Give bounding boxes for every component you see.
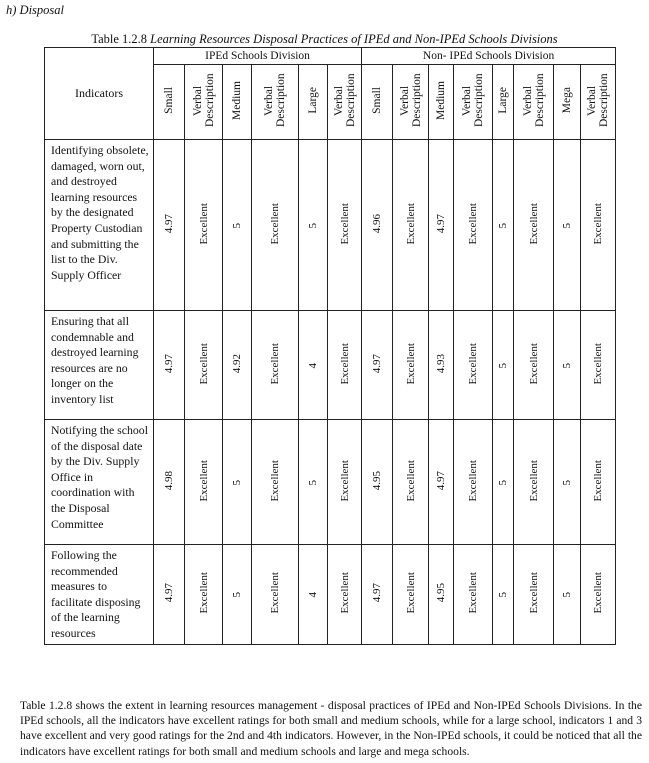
value-text: 4.95: [371, 470, 384, 491]
value-text: Excellent: [269, 342, 281, 385]
column-header-label: Mega: [561, 87, 574, 114]
value-text: Excellent: [592, 202, 605, 245]
column-header: [429, 65, 454, 140]
value-text: 4.97: [163, 353, 175, 374]
table-row: [45, 420, 616, 545]
value-text: 4.97: [371, 583, 384, 603]
indicator-cell: Following the recommended measures to facilitate disposing of the learning resources: [45, 545, 154, 645]
value-cell: [328, 311, 362, 420]
column-header-label: Medium: [435, 81, 448, 120]
value-text: 4.97: [371, 353, 384, 374]
column-header: [252, 65, 299, 140]
value-cell: [185, 420, 223, 545]
value-text: 5: [497, 591, 510, 598]
value-text: 5: [231, 222, 243, 228]
value-cell: [299, 420, 328, 545]
value-cell: [581, 140, 616, 311]
value-text: 4: [307, 362, 319, 368]
value-cell: [154, 420, 185, 545]
column-header: [154, 65, 185, 140]
value-cell: [554, 140, 581, 311]
value-text: Excellent: [338, 459, 351, 502]
group-header-non-iped: Non- IPEd Schools Division: [362, 48, 616, 65]
value-text: 4.97: [435, 213, 448, 234]
value-cell: [493, 545, 514, 645]
column-header: [185, 65, 223, 140]
caption-title: Learning Resources Disposal Practices of IPEd and Non-IPEd Schools Divisions: [150, 32, 558, 46]
table-row: [45, 140, 616, 311]
value-text: Excellent: [197, 342, 210, 385]
column-header: [454, 65, 493, 140]
value-text: 5: [497, 479, 510, 485]
value-cell: [454, 311, 493, 420]
value-text: Excellent: [527, 202, 540, 245]
value-text: Excellent: [197, 572, 210, 614]
value-text: 4.97: [163, 583, 175, 603]
value-text: Excellent: [338, 202, 351, 245]
value-text: 5: [307, 222, 319, 228]
value-cell: [362, 140, 393, 311]
column-header-label: Verbal Description: [461, 73, 486, 128]
value-text: Excellent: [467, 459, 480, 502]
value-cell: [154, 311, 185, 420]
value-text: Excellent: [527, 572, 540, 614]
value-cell: [185, 140, 223, 311]
value-text: Excellent: [338, 572, 351, 614]
value-cell: [328, 420, 362, 545]
value-text: 5: [561, 479, 574, 485]
column-header: [362, 65, 393, 140]
value-cell: [362, 311, 393, 420]
column-header-label: Verbal Description: [332, 73, 357, 128]
column-header-label: Small: [371, 87, 384, 114]
value-text: 5: [231, 591, 243, 598]
value-cell: [429, 140, 454, 311]
value-text: 4.96: [371, 213, 384, 234]
value-cell: [223, 140, 252, 311]
value-text: Excellent: [592, 459, 605, 502]
value-text: Excellent: [404, 342, 417, 385]
indicator-cell: Notifying the school of the disposal date by the Div. Supply Office in coordination with the Disposal Committee: [45, 420, 154, 545]
value-cell: [514, 545, 554, 645]
column-header-label: Verbal Description: [521, 73, 546, 128]
value-cell: [252, 545, 299, 645]
value-text: 5: [561, 591, 574, 598]
column-header: [554, 65, 581, 140]
value-cell: [493, 420, 514, 545]
value-cell: [299, 311, 328, 420]
column-header-label: Large: [307, 87, 319, 114]
value-text: 4: [307, 591, 319, 598]
value-text: Excellent: [197, 459, 210, 502]
group-header-iped: IPEd Schools Division: [154, 48, 362, 65]
column-header-label: Small: [163, 87, 175, 114]
value-cell: [328, 545, 362, 645]
value-text: 4.93: [435, 353, 448, 374]
value-cell: [429, 420, 454, 545]
table-body: [45, 140, 616, 645]
table-row: [45, 311, 616, 420]
value-cell: [393, 545, 429, 645]
column-header: [299, 65, 328, 140]
value-cell: [154, 140, 185, 311]
table-row: [45, 545, 616, 645]
indicator-cell: Identifying obsolete, damaged, worn out, and destroyed learning resources by the designated Property Custodian and submitting the list to the Div. Supply Officer: [45, 140, 154, 311]
value-cell: [514, 140, 554, 311]
value-cell: [493, 140, 514, 311]
value-cell: [185, 311, 223, 420]
column-header: [223, 65, 252, 140]
value-cell: [554, 545, 581, 645]
column-header: [514, 65, 554, 140]
value-cell: [454, 545, 493, 645]
value-text: 5: [561, 222, 574, 228]
value-cell: [429, 311, 454, 420]
value-text: Excellent: [467, 572, 480, 614]
value-cell: [223, 545, 252, 645]
value-cell: [493, 311, 514, 420]
caption-label: Table 1.2.8: [91, 32, 148, 46]
column-header-label: Verbal Description: [398, 73, 423, 128]
value-text: 5: [561, 362, 574, 368]
value-cell: [154, 545, 185, 645]
value-cell: [581, 420, 616, 545]
column-header-label: Verbal Description: [263, 73, 287, 128]
value-text: Excellent: [404, 202, 417, 245]
column-header: [581, 65, 616, 140]
value-text: 5: [231, 479, 243, 485]
summary-paragraph: Table 1.2.8 shows the extent in learning resources management - disposal practices of IPEd and Non-IPEd Schools Divisions. In the IPEd schools, all the indicators have excellent ratings for both small and medium schools, while for a large school, indicators 1 and 3 have excellent and very good ratings for the 2nd and 4th indicators. However, in the Non-IPEd schools, it could be noticed that all the indicators have excellent ratings for both small and medium schools and large and mega schools.: [20, 699, 642, 758]
value-text: 4.97: [435, 470, 448, 491]
value-cell: [429, 545, 454, 645]
value-cell: [299, 140, 328, 311]
value-text: 4.98: [163, 470, 175, 491]
value-cell: [362, 420, 393, 545]
column-header-label: Verbal Description: [586, 73, 611, 128]
value-text: 5: [307, 479, 319, 485]
value-text: Excellent: [404, 572, 417, 614]
value-text: 5: [497, 362, 510, 368]
value-cell: [393, 420, 429, 545]
value-text: Excellent: [527, 459, 540, 502]
value-text: 4.92: [231, 353, 243, 374]
value-cell: [454, 140, 493, 311]
value-text: Excellent: [338, 342, 351, 385]
value-cell: [454, 420, 493, 545]
value-text: 4.97: [163, 213, 175, 234]
column-header-label: Large: [497, 87, 510, 114]
column-header: [393, 65, 429, 140]
column-header: [328, 65, 362, 140]
value-cell: [185, 545, 223, 645]
value-cell: [252, 140, 299, 311]
value-cell: [252, 420, 299, 545]
value-text: Excellent: [269, 459, 281, 502]
value-cell: [223, 311, 252, 420]
value-cell: [328, 140, 362, 311]
value-cell: [362, 545, 393, 645]
value-text: Excellent: [527, 342, 540, 385]
value-cell: [393, 140, 429, 311]
value-text: Excellent: [467, 342, 480, 385]
table-caption: [0, 32, 649, 47]
value-cell: [393, 311, 429, 420]
value-text: 5: [497, 222, 510, 228]
value-cell: [252, 311, 299, 420]
value-text: Excellent: [197, 202, 210, 245]
value-cell: [514, 420, 554, 545]
value-cell: [554, 420, 581, 545]
value-cell: [581, 545, 616, 645]
value-cell: [581, 311, 616, 420]
value-text: 4.95: [435, 583, 448, 603]
group-header-row: [45, 48, 616, 65]
value-cell: [223, 420, 252, 545]
column-header-label: Medium: [231, 81, 243, 120]
value-cell: [554, 311, 581, 420]
value-text: Excellent: [467, 202, 480, 245]
column-header-label: Verbal Description: [191, 73, 216, 128]
disposal-practices-table: [44, 47, 616, 645]
value-cell: [514, 311, 554, 420]
value-cell: [299, 545, 328, 645]
value-text: Excellent: [404, 459, 417, 502]
value-text: Excellent: [592, 342, 605, 385]
indicator-cell: Ensuring that all condemnable and destroyed learning resources are no longer on the inventory list: [45, 311, 154, 420]
section-heading: h) Disposal: [6, 3, 64, 17]
indicators-header: Indicators: [45, 48, 154, 140]
value-text: Excellent: [269, 202, 281, 245]
value-text: Excellent: [269, 572, 281, 614]
column-header: [493, 65, 514, 140]
value-text: Excellent: [592, 572, 605, 614]
